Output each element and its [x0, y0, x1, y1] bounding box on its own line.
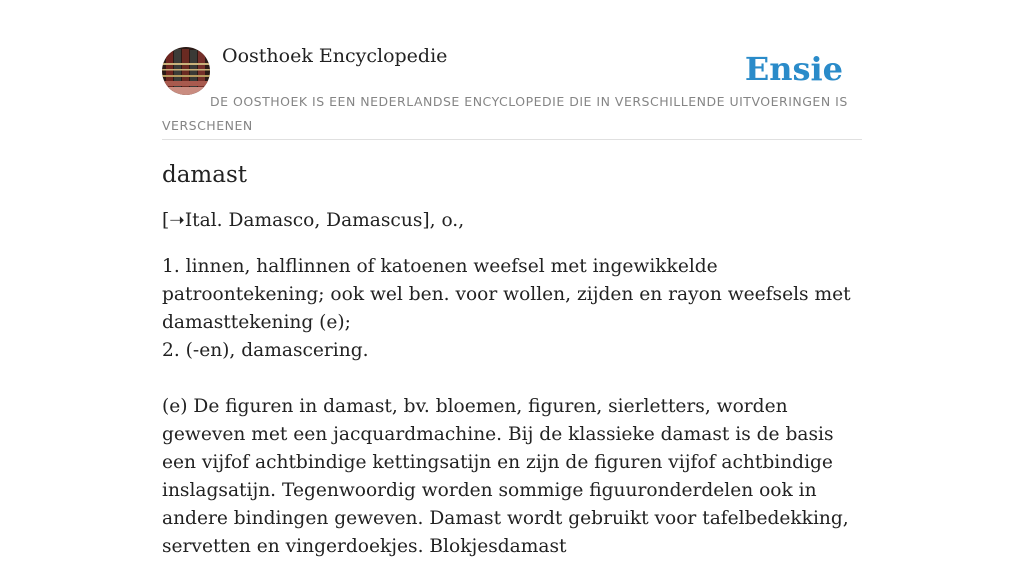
definition-item: 2. (-en), damascering.: [162, 340, 369, 361]
avatar[interactable]: [162, 47, 210, 95]
site-tagline: DE OOSTHOEK IS EEN NEDERLANDSE ENCYCLOPEDIE DIE IN VERSCHILLENDE UITVOERINGEN IS VERSCHENEN: [162, 94, 848, 133]
book-spines-icon: [162, 47, 210, 95]
site-name[interactable]: Oosthoek Encyclopedie: [222, 45, 448, 67]
entry-content: [162, 162, 867, 561]
header-divider: [162, 139, 862, 140]
site-header: [162, 44, 862, 140]
definition-item: 1. linnen, halflinnen of katoenen weefsel met ingewikkelde patroontekening; ook wel ben. voor wollen, zijden en rayon weefsels met damasttekening (e);: [162, 256, 851, 333]
entry-definition: [162, 253, 867, 561]
entry-title: damast: [162, 162, 248, 188]
entry-etymology: [➝Ital. Damasco, Damascus], o.,: [162, 210, 465, 231]
entry-explanation: (e) De figuren in damast, bv. bloemen, figuren, sierletters, worden geweven met een jacquardmachine. Bij de klassieke damast is de basis een vijfof achtbindige kettingsatijn en zijn de figuren vijfof achtbindige inslagsatijn. Tegenwoordig worden sommige figuuronderdelen ook in andere bindingen geweven. Damast wordt gebruikt voor tafelbedekking, servetten en vingerdoekjes. Blokjesdamast: [162, 396, 849, 557]
paragraph-spacer: [162, 365, 867, 393]
brand-logo-link[interactable]: Ensie: [744, 50, 843, 88]
